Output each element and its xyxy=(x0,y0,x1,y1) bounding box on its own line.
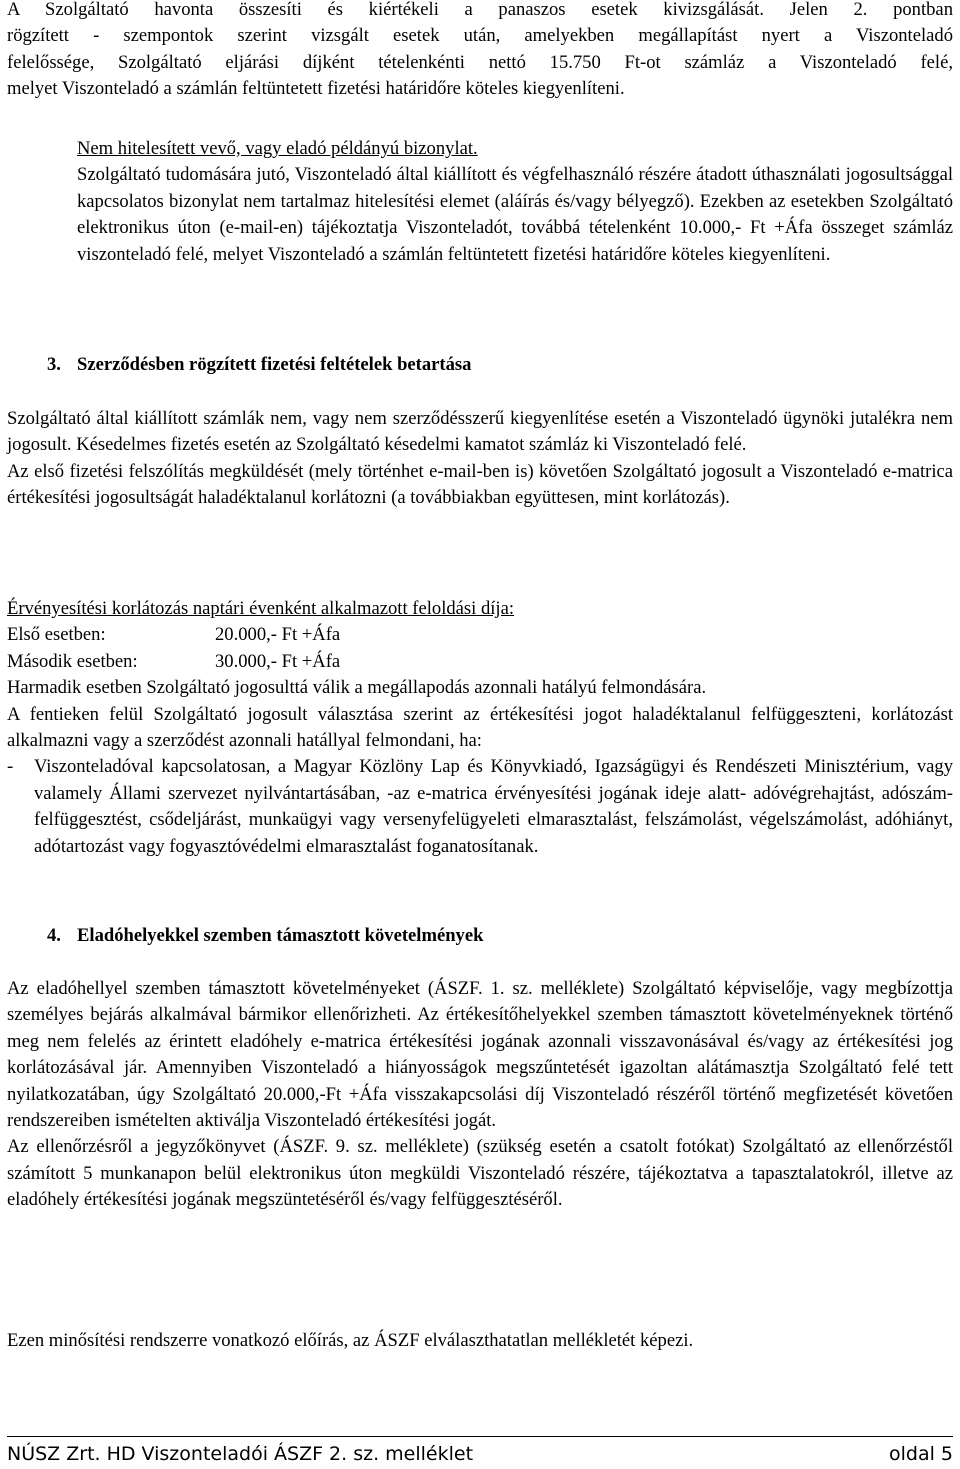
section-3-para-2: Az első fizetési felszólítás megküldését (mely történhet e-mail-ben is) követően Szolgáltató jogosult a Viszonteladó e-matrica értékesítési jogosultságát haladéktalanul korlátozni (a továbbiakban együttesen, mint korlátozás). xyxy=(7,460,953,509)
intro-line: rögzített - szempontok szerint vizsgált esetek után, amelyekben megállapítást nyert a Viszonteladó xyxy=(7,25,953,47)
intro-paragraph xyxy=(7,0,953,103)
footer-page-number: oldal 5 xyxy=(888,1443,953,1465)
fee-heading: Érvényesítési korlátozás naptári évenként alkalmazott feloldási díja: xyxy=(7,598,515,619)
unauthenticated-section xyxy=(77,136,953,268)
footer-document-title: NÚSZ Zrt. HD Viszonteladói ÁSZF 2. sz. melléklet xyxy=(7,1443,474,1465)
termination-condition-text: Viszonteladóval kapcsolatosan, a Magyar Közlöny Lap és Könyvkiadó, Igazságügyi és Rendészeti Minisztérium, vagy valamely Állami szervezet nyilvántartásában, -az e-matrica érvényesítési jogának ideje alatt- adóvégrehajtást, adószám-felfüggesztést, csődeljárást, munkaügyi vagy versenyfelügyeleti elmarasztalást, felszámolást, végelszámolást, adóhiányt, adótartozást vagy fogyasztóvédelmi elmarasztalást foganatosítanak. xyxy=(34,756,953,857)
section-4-body xyxy=(7,976,953,1214)
fee-row xyxy=(7,649,953,675)
section-4-number: 4. xyxy=(47,925,61,946)
section-4-para-1: Az eladóhellyel szemben támasztott követelményeket (ÁSZF. 1. sz. melléklete) Szolgáltató képviselője, vagy megbízottja személyes bejárás alkalmával bármikor ellenőrizheti. Az értékesítőhelyekkel szemben támasztott követelményeknek történő meg nem felelés az érintett eladóhely e-matrica értékesítési jogának azonnali visszavonásával és/vagy az értékesítési jog korlátozásával jár. Amennyiben Viszonteladó a hiányosságok megszűntetését igazoltan alátámasztja Szolgáltató felé tett nyilatkozatában, úgy Szolgáltató 20.000,-Ft +Áfa visszakapcsolási díj Viszonteladó részéről történő megfizetését követően rendszereiben ismételten aktiválja Viszonteladó értékesítési jogát. xyxy=(7,978,953,1132)
intro-line: A Szolgáltató havonta összesíti és kiértékeli a panaszos esetek kivizsgálását. Jelen 2. pontban xyxy=(7,0,953,20)
intro-line: felelőssége, Szolgáltató eljárási díjként tételenkénti nettó 15.750 Ft-ot számláz a Viszonteladó felé, xyxy=(7,51,953,73)
section-4-heading xyxy=(47,923,483,949)
termination-condition xyxy=(7,754,953,860)
section-4-para-3: Ezen minősítési rendszerre vonatkozó előírás, az ÁSZF elválaszthatatlan mellékletét képezi. xyxy=(7,1330,694,1351)
fee-label: Első esetben: xyxy=(7,624,106,646)
fee-section xyxy=(7,596,953,860)
section-3-para-1: Szolgáltató által kiállított számlák nem, vagy nem szerződésszerű kiegyenlítése esetén a Viszonteladó ügynöki jutalékra nem jogosult. Késedelmes fizetés esetén az Szolgáltató késedelmi kamatot számláz ki Viszonteladó felé. xyxy=(7,408,953,456)
section-4-para-2: Az ellenőrzésről a jegyzőkönyvet (ÁSZF. 9. sz. melléklete) (szükség esetén a csatolt fotókat) Szolgáltató az ellenőrzéstől számított 5 munkanapon belül elektronikus úton megküldi Viszonteladó részére, tájékoztatva a tapasztalatokról, illetve az eladóhely értékesítési jogának megszüntetéséről és/vagy felfüggesztéséről. xyxy=(7,1136,953,1211)
dash-marker: - xyxy=(7,756,14,778)
fee-row xyxy=(7,622,953,648)
fee-value: 30.000,- Ft +Áfa xyxy=(215,650,341,672)
third-case: Harmadik esetben Szolgáltató jogosulttá válik a megállapodás azonnali hatályú felmondására. xyxy=(7,677,707,699)
section-3-heading xyxy=(47,352,471,378)
unauthenticated-title: Nem hitelesített vevő, vagy eladó példányú bizonylat. xyxy=(77,138,478,159)
section-3-title: Szerződésben rögzített fizetési feltételek betartása xyxy=(77,354,472,375)
section-4-closing xyxy=(7,1328,953,1354)
section-3-para-3: A fentieken felül Szolgáltató jogosult választása szerint az értékesítési jogot haladéktalanul felfüggeszteni, korlátozást alkalmazni vagy a szerződést azonnali hatállyal felmondani, ha: xyxy=(7,703,953,752)
fee-label: Második esetben: xyxy=(7,650,138,672)
intro-line: melyet Viszonteladó a számlán feltüntetett fizetési határidőre köteles kiegyenlíteni. xyxy=(7,78,625,100)
section-4-title: Eladóhelyekkel szemben támasztott követelmények xyxy=(77,925,484,946)
section-3-body xyxy=(7,406,953,512)
section-3-number: 3. xyxy=(47,354,61,375)
page-footer xyxy=(7,1436,953,1465)
fee-value: 20.000,- Ft +Áfa xyxy=(215,624,341,646)
unauthenticated-body: Szolgáltató tudomására jutó, Viszonteladó által kiállított és végfelhasználó részére átadott úthasználati jogosultsággal kapcsolatos bizonylat nem tartalmaz hitelesítési elemet (aláírás és/vagy bélyegző). Ezekben az esetekben Szolgáltató elektronikus úton (e-mail-en) tájékoztatja Viszonteladót, továbbá tételenként 10.000,- Ft +Áfa összeget számláz viszonteladó felé, melyet Viszonteladó a számlán feltüntetett fizetési határidőre köteles kiegyenlíteni. xyxy=(77,164,953,265)
